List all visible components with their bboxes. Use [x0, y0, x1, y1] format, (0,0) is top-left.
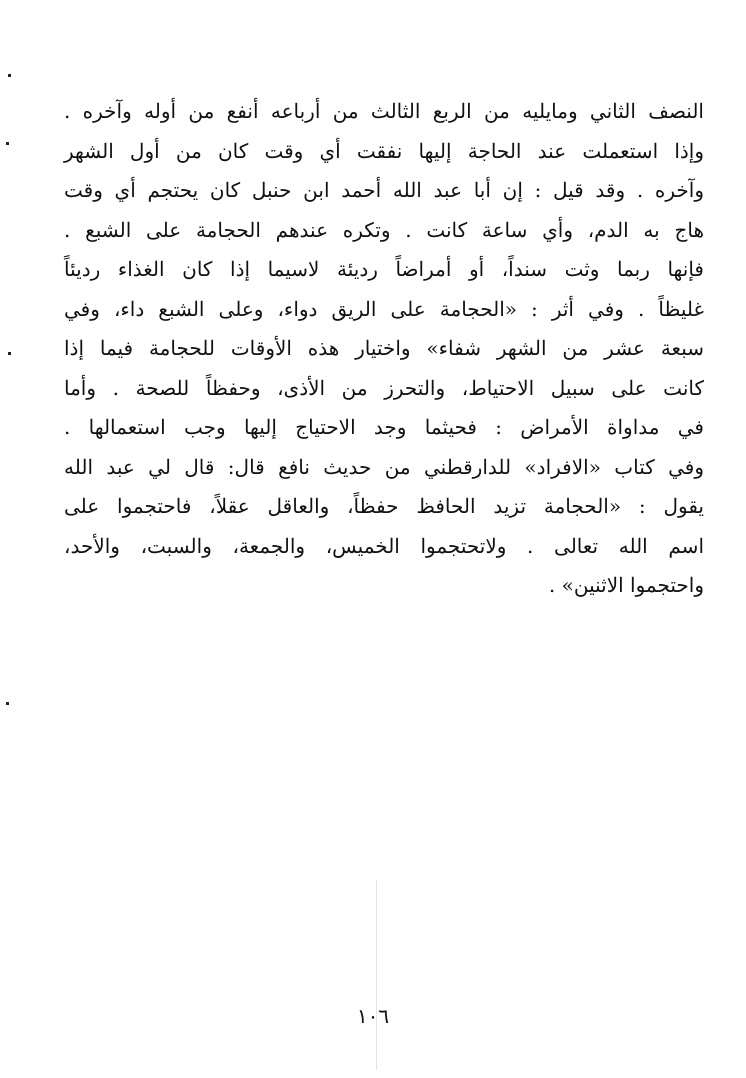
page-number: ١٠٦	[356, 1004, 390, 1028]
text-line: كانت على سبيل الاحتياط، والتحرز من الأذى، وحفظاً للصحة . وأما	[64, 375, 704, 400]
text-line: فإنها ربما وثت سنداً، أو أمراضاً رديئة لاسيما إذا كان الغذاء رديئاً	[64, 257, 704, 281]
text-line: اسم الله تعالى . ولاتحتجموا الخميس، والجمعة، والسبت، والأحد،	[64, 533, 704, 558]
text-line: وآخره . وقد قيل : إن أبا عبد الله أحمد ابن حنبل كان يحتجم أي وقت	[64, 178, 704, 202]
text-line: النصف الثاني ومايليه من الربع الثالث من أرباعه أنفع من أوله وآخره .	[64, 99, 704, 123]
body-text	[64, 92, 704, 606]
text-line: واحتجموا الاثنين» .	[548, 573, 704, 597]
text-line: يقول : «الحجامة تزيد الحافظ حفظاً، والعاقل عقلاً، فاحتجموا على	[64, 494, 704, 518]
text-line: هاج به الدم، وأي ساعة كانت . وتكره عندهم الحجامة على الشبع .	[64, 217, 704, 242]
text-line: وفي كتاب «الافراد» للدارقطني من حديث نافع قال: قال لي عبد الله	[64, 454, 704, 479]
scan-mark	[8, 74, 11, 77]
scan-mark	[6, 142, 9, 145]
text-line: في مداواة الأمراض : فحيثما وجد الاحتياج إليها وجب استعمالها .	[64, 415, 704, 439]
scan-mark	[6, 702, 9, 705]
text-line: غليظاً . وفي أثر : «الحجامة على الريق دواء، وعلى الشبع داء، وفي	[64, 296, 704, 321]
scan-mark	[8, 352, 11, 355]
text-line: سبعة عشر من الشهر شفاء» واختيار هذه الأوقات للحجامة فيما إذا	[64, 336, 704, 360]
text-line: وإذا استعملت عند الحاجة إليها نفقت أي وقت كان من أول الشهر	[64, 138, 704, 163]
scan-artifact-line	[376, 880, 377, 1070]
